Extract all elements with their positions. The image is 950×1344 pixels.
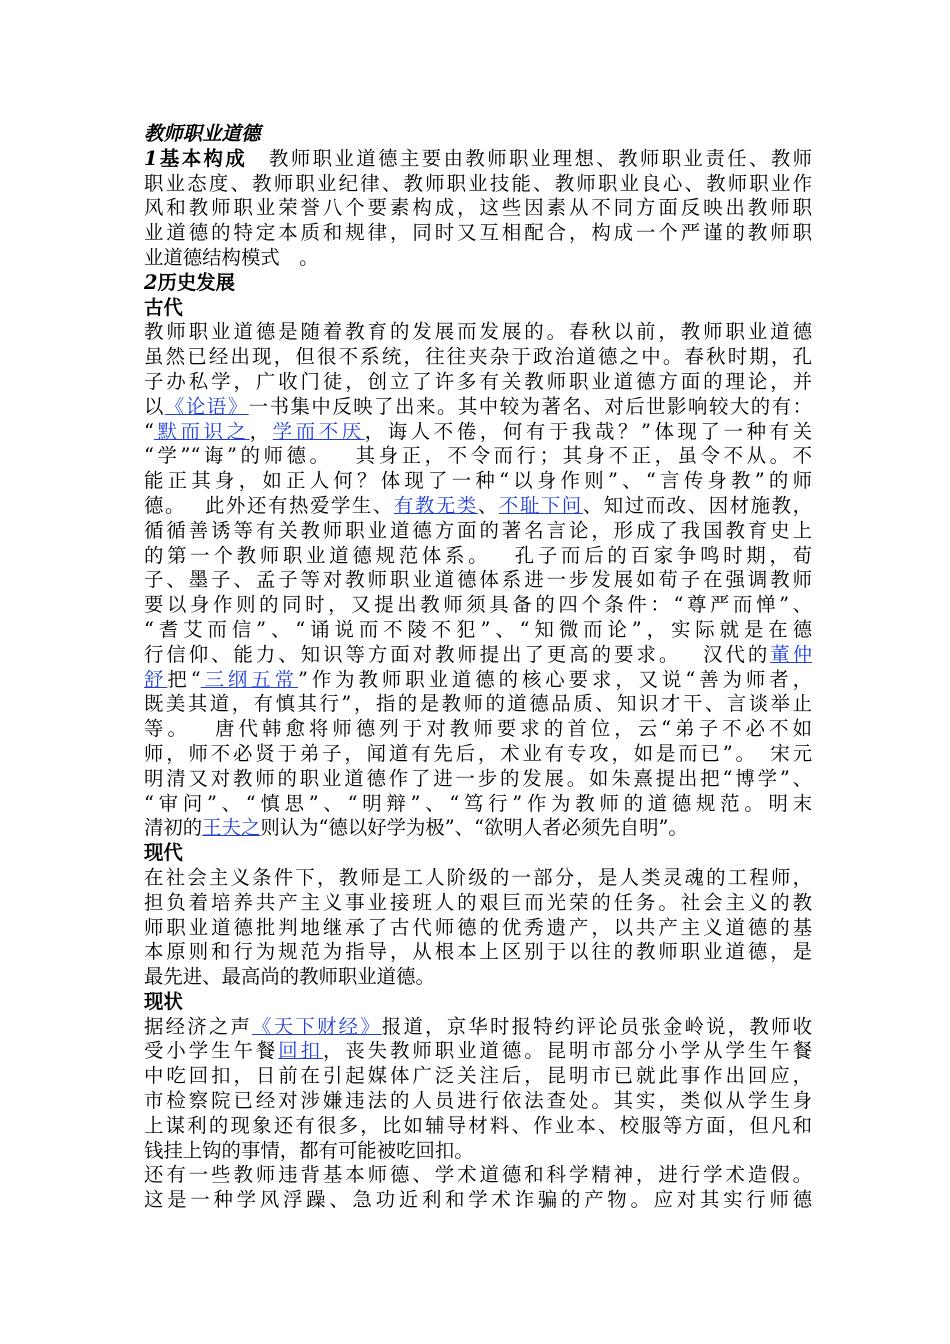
paragraph-line: “学”“诲”的师德。 其身正，不令而行；其身不正，虽令不从。不 [144,444,812,468]
link-tianxiacaijing[interactable]: 《天下财经》 [252,1014,382,1038]
text-span: 德。 此外还有热爱学生、 [144,493,394,517]
paragraph-line [144,816,812,841]
section-heading: 基本构成 [157,146,248,170]
paragraph-line: 师，师不必贤于弟子，闻道有先后，术业有专攻，如是而已”。 宋元 [144,741,812,765]
subheading-modern: 现代 [144,841,183,865]
text-span: 受小学生午餐 [144,1039,279,1063]
text-span: ，丧失教师职业道德。昆明市部分小学从学生午餐 [322,1039,813,1063]
text-span: 以 [144,394,165,418]
paragraph-line: 中吃回扣，日前在引起媒体广泛关注后，昆明市已就此事作出回应， [144,1064,812,1088]
paragraph-line [144,643,812,668]
link-buchixiawen[interactable]: 不耻下问 [498,493,583,517]
link-sangangwuchang[interactable]: 三纲五常 [200,667,298,691]
text-span: “ [144,419,154,443]
paragraph-line: 钱挂上钩的事情，都有可能被吃回扣。 [144,1138,474,1162]
text-span: 、知过而改、因材施教， [582,493,813,517]
paragraph-line: 等。 唐代韩愈将师德列于对教师要求的首位，云“弟子不必不如 [144,717,812,741]
text-span: 据经济之声 [144,1014,253,1038]
text-span: 清初的 [144,816,203,840]
link-moeryi[interactable]: 默而识之 [153,419,250,443]
paragraph-text: 教师职业道德主要由教师职业理想、教师职业责任、教师 [269,146,813,170]
section-heading: 历史发展 [157,270,236,294]
paragraph-line: “耆艾而信”、“诵说而不陵不犯”、“知微而论”，实际就是在德 [144,617,812,641]
paragraph-line [144,395,812,420]
section-2-heading [144,271,812,296]
paragraph-line: 风和教师职业荣誉八个要素构成，这些因素从不同方面反映出教师职 [144,196,812,220]
text-span: ，诲人不倦，何有于我哉？”体现了一种有关 [364,419,813,443]
section-1-line [144,147,812,172]
paragraph-line: 担负着培养共产主义事业接班人的艰巨而光荣的任务。社会主义的教 [144,890,812,914]
link-dongzhongshu-cont[interactable]: 舒 [144,667,168,691]
paragraph-line [144,494,812,519]
link-xueerbuyan[interactable]: 学而不厌 [272,419,365,443]
text-span: 行信仰、能力、知识等方面对教师提出了更高的要求。 汉代的 [144,642,771,666]
link-wangfuzhi[interactable]: 王夫之 [202,816,261,840]
paragraph-line: “审问”、“慎思”、“明辩”、“笃行”作为教师的道德规范。明末 [144,791,812,815]
link-youjiaowulei[interactable]: 有教无类 [393,493,478,517]
document-title: 教师职业道德 [144,122,261,145]
paragraph-line: 子办私学，广收门徒，创立了许多有关教师职业道德方面的理论，并 [144,369,812,393]
text-span: 则认为“德以好学为极”、“欲明人者必须先自明”。 [260,816,688,840]
paragraph-line: 的第一个教师职业道德规范体系。 孔子而后的百家争鸣时期，荀 [144,543,812,567]
paragraph-line: 上谋利的现象还有很多，比如辅导材料、作业本、校服等方面，但凡和 [144,1113,812,1137]
paragraph-line: 这是一种学风浮躁、急功近利和学术诈骗的产物。应对其实行师德 [144,1188,812,1212]
section-number: 2 [144,270,158,294]
paragraph-line: 要以身作则的同时，又提出教师须具备的四个条件：“尊严而惮”、 [144,593,812,617]
paragraph-line: 虽然已经出现，但很不系统，往往夹杂于政治道德之中。春秋时期，孔 [144,345,812,369]
paragraph-line: 能正其身，如正人何？体现了一种“以身作则”、“言传身教”的师 [144,469,812,493]
paragraph-line: 本原则和行为规范为指导，从根本上区别于以往的教师职业道德，是 [144,940,812,964]
paragraph-line [144,1015,812,1040]
text-span: 、 [477,493,499,517]
paragraph-line: 子、墨子、孟子等对教师职业道德体系进一步发展如荀子在强调教师 [144,568,812,592]
text-span: 报道，京华时报特约评论员张金岭说，教师收 [381,1014,813,1038]
paragraph-line: 循循善诱等有关教师职业道德方面的著名言论，形成了我国教育史上 [144,518,812,542]
paragraph-line: 最先进、最高尚的教师职业道德。 [144,965,435,989]
paragraph-line: 明清又对教师的职业道德作了进一步的发展。如朱熹提出把“博学”、 [144,766,812,790]
paragraph-line: 职业态度、教师职业纪律、教师职业技能、教师职业良心、教师职业作 [144,171,812,195]
document-page [144,122,812,1213]
paragraph-line [144,1039,812,1064]
paragraph-line: 市检察院已经对涉嫌违法的人员进行依法查处。其实，类似从学生身 [144,1089,812,1113]
link-dongzhongshu[interactable]: 董仲 [770,642,812,666]
text-span: 把“ [167,667,201,691]
paragraph-line: 既美其道，有慎其行”，指的是教师的道德品质、知识才干、言谈举止 [144,692,812,716]
text-span: ， [249,419,273,443]
paragraph-line [144,420,812,445]
paragraph-line: 师职业道德批判地继承了古代师德的优秀遗产，以共产主义道德的基 [144,915,812,939]
paragraph-line: 教师职业道德是随着教育的发展而发展的。春秋以前，教师职业道德 [144,320,812,344]
link-huikou[interactable]: 回扣 [278,1039,323,1063]
text-span: ”作为教师职业道德的核心要求，又说“善为师者， [297,667,813,691]
paragraph-line [144,668,812,693]
paragraph-line: 业道德结构模式 。 [144,245,319,269]
paragraph-line: 还有一些教师违背基本师德、学术道德和科学精神，进行学术造假。 [144,1163,812,1187]
link-lunyu[interactable]: 《论语》 [164,394,249,418]
text-span: 一书集中反映了出来。其中较为著名、对后世影响较大的有： [248,394,813,418]
paragraph-line: 在社会主义条件下，教师是工人阶级的一部分，是人类灵魂的工程师， [144,865,812,889]
subheading-ancient: 古代 [144,295,183,319]
paragraph-line: 业道德的特定本质和规律，同时又互相配合，构成一个严谨的教师职 [144,221,812,245]
section-number: 1 [144,146,158,170]
subheading-current: 现状 [144,989,183,1013]
